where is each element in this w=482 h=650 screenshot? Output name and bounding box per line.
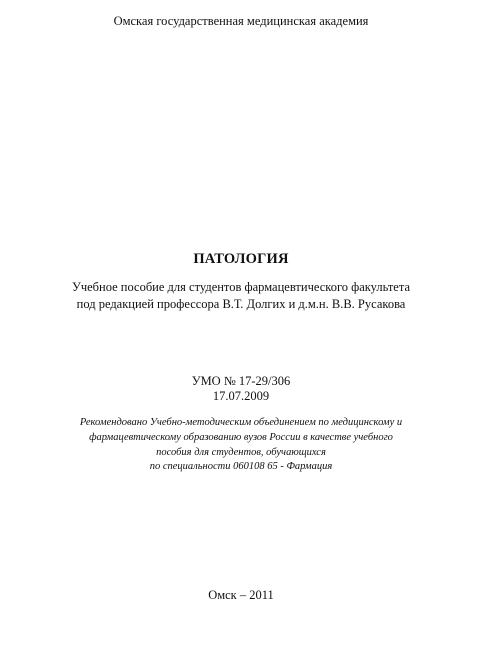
subtitle-line: Учебное пособие для студентов фармацевтического факультета [71, 280, 411, 294]
institution-name: Омская государственная медицинская академия [113, 14, 369, 28]
editors-line: под редакцией профессора В.Т. Долгих и д.м.н. В.В. Русакова [76, 297, 406, 311]
document-title: ПАТОЛОГИЯ [193, 251, 289, 267]
recommendation-line: фармацевтическому образованию вузов России в качестве учебного [89, 432, 393, 443]
place-year-footer: Омск – 2011 [208, 588, 274, 602]
umo-number: УМО № 17-29/306 [191, 374, 291, 388]
recommendation-line: пособия для студентов, обучающихся [156, 447, 326, 458]
recommendation-line: Рекомендовано Учебно-методическим объединением по медицинскому и [79, 417, 403, 428]
umo-date: 17.07.2009 [212, 389, 270, 403]
recommendation-line: по специальности 060108 65 - Фармация [149, 461, 333, 472]
